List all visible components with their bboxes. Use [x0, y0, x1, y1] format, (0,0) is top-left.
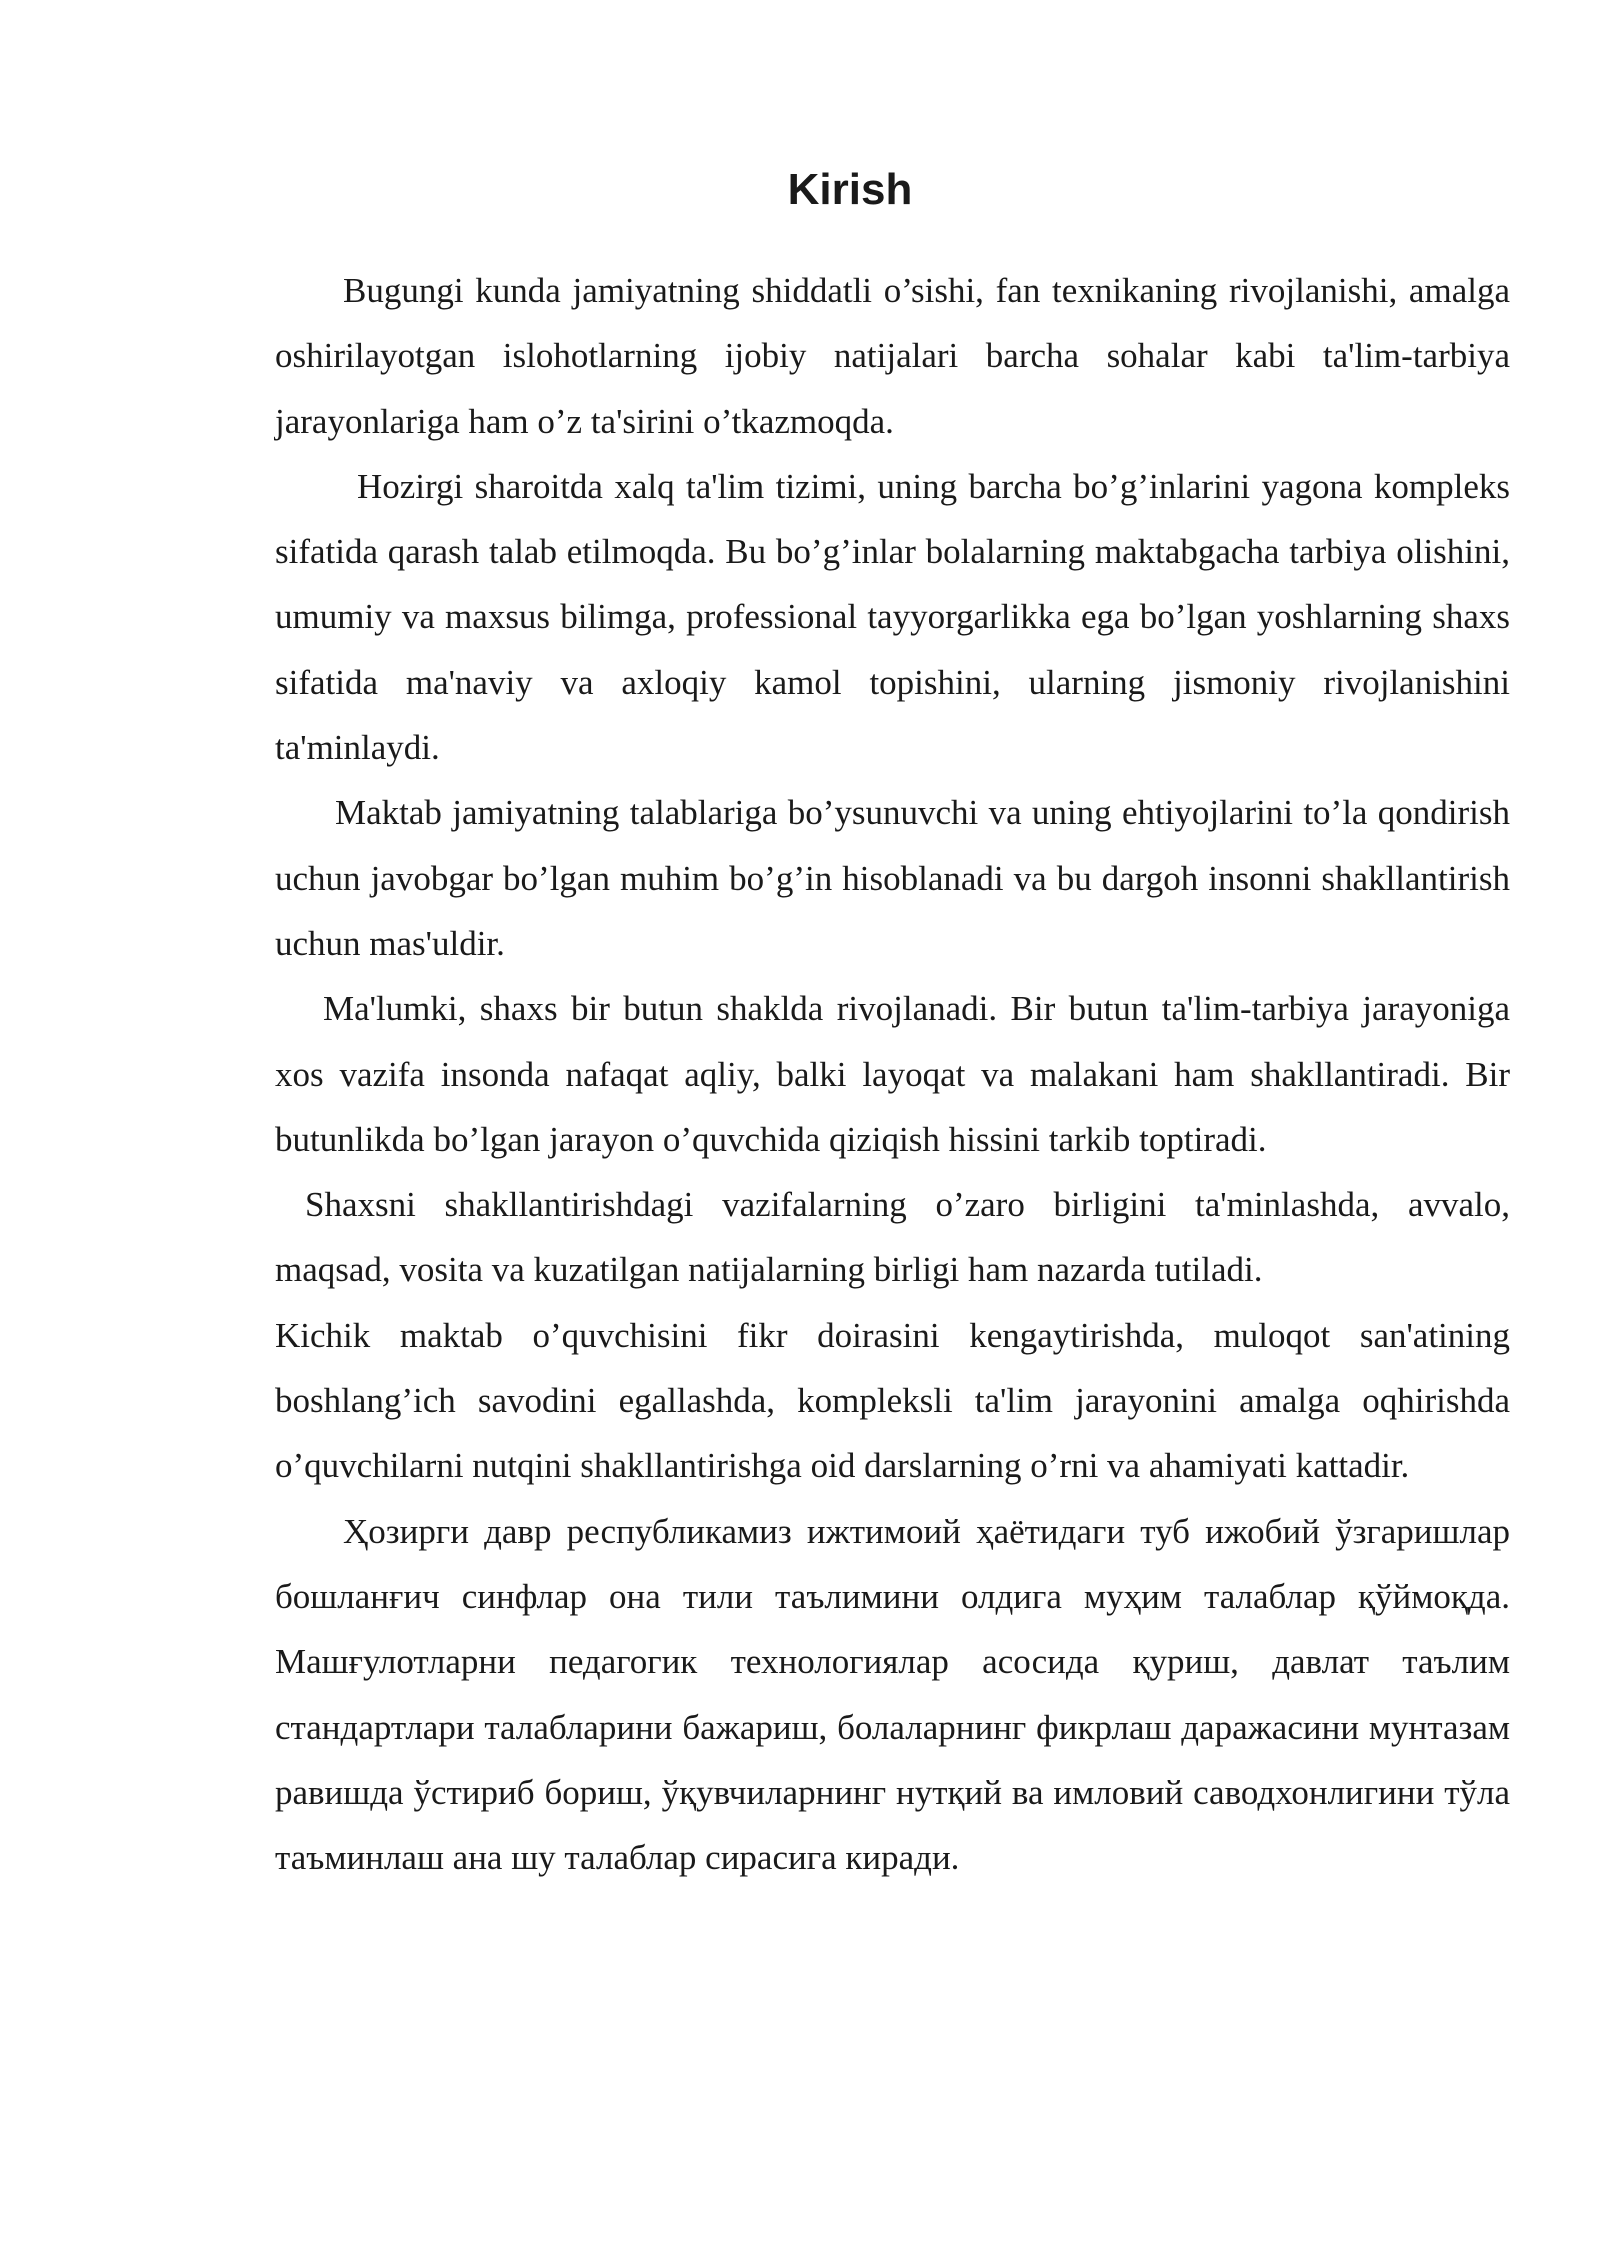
document-body	[275, 258, 1510, 1890]
paragraph-5: Shaxsni shakllantirishdagi vazifalarning o’zaro birligini ta'minlashda, avvalo, maqsad, vosita va kuzatilgan natijalarning birligi ham nazarda tutiladi.	[275, 1185, 1510, 1290]
paragraph-7: Ҳозирги давр республикамиз ижтимоий ҳаётидаги туб ижобий ўзгаришлар бошланғич синфлар она тили таълимини олдига муҳим талаблар қўймоқда. Машғулотларни педагогик технологиялар асосида қуриш, давлат таълим стандартлари талабларини бажариш, болаларнинг фикрлаш даражасини мунтазам равишда ўстириб бориш, ўқувчиларнинг нутқий ва имловий саводхонлигини тўла таъминлаш ана шу талаблар сирасига киради.	[275, 1511, 1510, 1878]
paragraph-2: Hozirgi sharoitda xalq ta'lim tizimi, uning barcha bo’g’inlarini yagona kompleks sifatida qarash talab etilmoqda. Bu bo’g’inlar bolalarning maktabgacha tarbiya olishini, umumiy va maxsus bilimga, professional tayyorgarlikka ega bo’lgan yoshlarning shaxs sifatida ma'naviy va axloqiy kamol topishini, ularning jismoniy rivojlanishini ta'minlaydi.	[275, 466, 1510, 768]
paragraph-1: Bugungi kunda jamiyatning shiddatli o’sishi, fan texnikaning rivojlanishi, amalga oshirilayotgan islohotlarning ijobiy natijalari barcha sohalar kabi ta'lim-tarbiya jarayonlariga ham o’z ta'sirini o’tkazmoqda.	[275, 271, 1510, 441]
page-title: Kirish	[787, 165, 913, 214]
paragraph-3: Maktab jamiyatning talablariga bo’ysunuvchi va uning ehtiyojlarini to’la qondirish uchun javobgar bo’lgan muhim bo’g’in hisoblanadi va bu dargoh insonni shakllantirish uchun mas'uldir.	[275, 793, 1510, 963]
paragraph-4: Ma'lumki, shaxs bir butun shaklda rivojlanadi. Bir butun ta'lim-tarbiya jarayoniga xos vazifa insonda nafaqat aqliy, balki layoqat va malakani ham shakllantiradi. Bir butunlikda bo’lgan jarayon o’quvchida qiziqish hissini tarkib toptiradi.	[275, 989, 1510, 1159]
paragraph-6: Kichik maktab o’quvchisini fikr doirasini kengaytirishda, muloqot san'atining boshlang’ich savodini egallashda, kompleksli ta'lim jarayonini amalga oqhirishda o’quvchilarni nutqini shakllantirishga oid darslarning o’rni va ahamiyati kattadir.	[275, 1315, 1510, 1486]
